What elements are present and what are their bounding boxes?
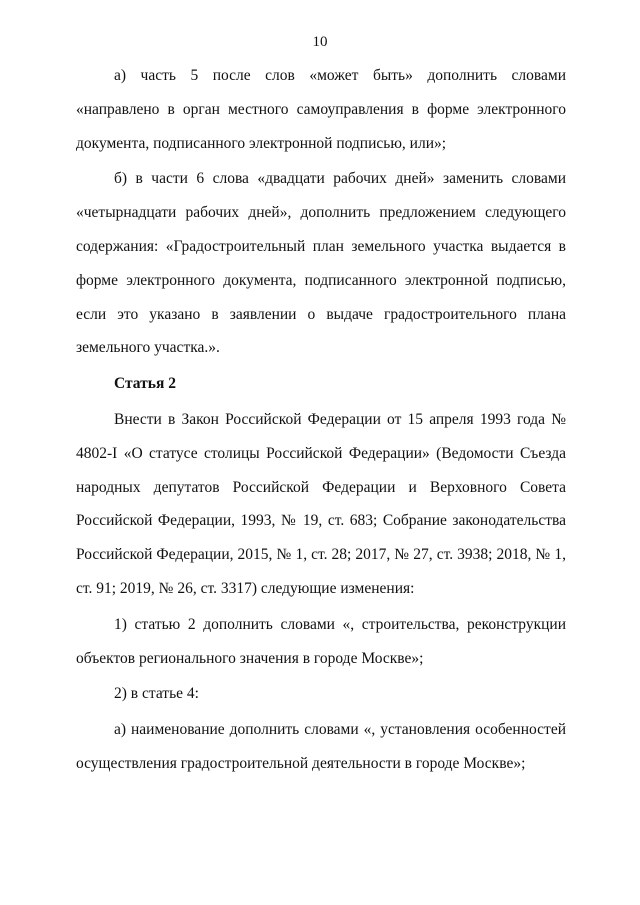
paragraph-item-1: 1) статью 2 дополнить словами «, строительства, реконструкции объектов регионального значения в городе Москве»; [76, 615, 566, 667]
paragraph-amendment-part-5: а) часть 5 после слов «может быть» дополнить словами «направлено в орган местного самоуправления в форме электронного документа, подписанного электронной подписью, или»; [76, 67, 566, 152]
article-heading: Статья 2 [114, 375, 176, 393]
paragraph-amendment-part-6: б) в части 6 слова «двадцати рабочих дней» заменить словами «четырнадцати рабочих дней», дополнить предложением следующего содержания: «Градостроительный план земельного участка выдается в форме электронного документа, подписанного электронной подписью, если это указано в заявлении о выдаче градостроительного плана земельного участка.». [76, 170, 566, 357]
paragraph-item-2: 2) в статье 4: [114, 685, 199, 703]
paragraph-item-2a: а) наименование дополнить словами «, установления особенностей осуществления градостроительной деятельности в городе Москве»; [76, 721, 566, 772]
document-body [76, 59, 566, 783]
page-number: 10 [312, 34, 328, 50]
paragraph-article-2-intro: Внести в Закон Российской Федерации от 15 апреля 1993 года № 4802-I «О статусе столицы Российской Федерации» (Ведомости Съезда народных депутатов Российской Федерации и Верховного Совета Российской Федерации, 1993, № 19, ст. 683; Собрание законодательства Российской Федерации, 2015, № 1, ст. 28; 2017, № 27, ст. 3938; 2018, № 1, ст. 91; 2019, № 26, ст. 3317) следующие изменения: [76, 410, 566, 597]
